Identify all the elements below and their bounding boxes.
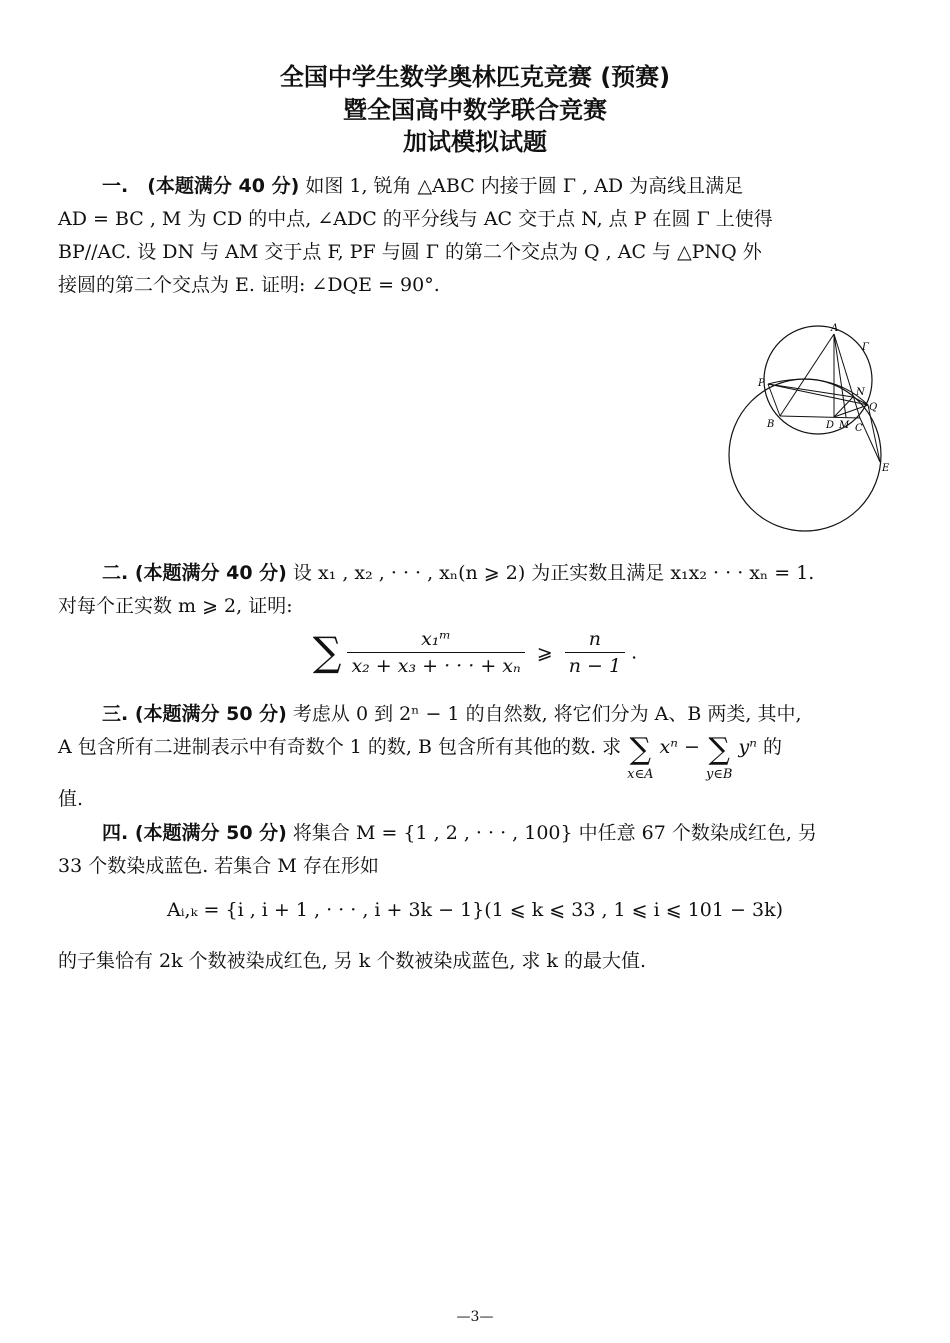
sum-b-index: y∈B — [705, 767, 733, 782]
segment-ac — [834, 334, 860, 418]
problem-3 — [58, 698, 892, 816]
sum-symbol: ∑ — [312, 629, 342, 676]
title-line-1: 全国中学生数学奥林匹克竞赛 (预赛) — [279, 63, 671, 91]
label-gamma: Γ — [862, 342, 869, 353]
problem-1 — [58, 170, 892, 302]
segment-ab — [780, 334, 834, 416]
geometry-figure — [725, 322, 900, 537]
sum-over-b — [705, 732, 733, 782]
term-b: yⁿ — [738, 736, 757, 758]
label-p: P — [758, 378, 765, 389]
segment-am — [834, 334, 846, 417]
lhs-numerator: x₁ᵐ — [347, 628, 524, 653]
label-n: N — [856, 387, 865, 398]
problem-3-line-2 — [58, 731, 892, 783]
problem-3-text-4: 值. — [58, 788, 84, 810]
problem-4-text-1: 将集合 M = {1 , 2 , · · · , 100} 中任意 67 个数染成红色, 另 — [292, 822, 817, 844]
problem-4-line-1 — [58, 817, 892, 850]
label-e: E — [882, 463, 890, 474]
geq-sign: ⩾ — [536, 641, 553, 664]
segment-bc — [780, 416, 860, 418]
title-line-2: 暨全国高中数学联合竞赛 — [343, 96, 607, 124]
problem-3-line-1 — [58, 698, 892, 731]
problem-3-heading: 三. (本题满分 50 分) — [102, 703, 287, 725]
sum-a-symbol: ∑ — [629, 732, 652, 767]
lhs-denominator: x₂ + x₃ + · · · + xₙ — [351, 655, 521, 677]
problem-4-formula: Aᵢ,ₖ = {i , i + 1 , · · · , i + 3k − 1}(1 ⩽ k ⩽ 33 , 1 ⩽ i ⩽ 101 − 3k) — [167, 899, 783, 921]
inequality-period: . — [631, 641, 638, 664]
term-a: xⁿ − — [659, 736, 700, 758]
label-d: D — [826, 420, 835, 431]
sum-a-index: x∈A — [627, 767, 654, 782]
title-line-3: 加试模拟试题 — [403, 128, 547, 156]
label-q: Q — [869, 402, 878, 413]
problem-4-text-3: 的子集恰有 2k 个数被染成红色, 另 k 个数被染成蓝色, 求 k 的最大值. — [58, 950, 647, 972]
problem-2 — [58, 557, 892, 623]
problem-3-text-3: 的 — [763, 736, 783, 758]
label-m: M — [839, 420, 850, 431]
label-a: A — [831, 323, 839, 334]
problem-1-text-4: 接圆的第二个交点为 E. 证明: ∠DQE = 90°. — [58, 274, 440, 296]
problem-2-text-1: 设 x₁ , x₂ , · · · , xₙ(n ⩾ 2) 为正实数且满足 x₁x₂ · · · xₙ = 1. — [292, 562, 815, 584]
problem-1-heading: 一. (本题满分 40 分) — [102, 175, 300, 197]
problem-4-heading: 四. (本题满分 50 分) — [102, 822, 287, 844]
lhs-fraction — [347, 628, 524, 677]
problem-1-line-1 — [58, 170, 892, 203]
problem-4-text-2: 33 个数染成蓝色. 若集合 M 存在形如 — [58, 855, 379, 877]
rhs-numerator: n — [565, 628, 625, 653]
problem-3-text-2: A 包含所有二进制表示中有奇数个 1 的数, B 包含所有其他的数. 求 — [58, 736, 622, 758]
problem-2-inequality — [0, 628, 950, 677]
problem-3-text-1: 考虑从 0 到 2ⁿ − 1 的自然数, 将它们分为 A、B 两类, 其中, — [292, 703, 802, 725]
label-c: C — [855, 423, 863, 434]
sum-over-a — [627, 732, 654, 782]
circle-pnq — [729, 379, 881, 531]
problem-2-text-2: 对每个正实数 m ⩾ 2, 证明: — [58, 595, 293, 617]
problem-2-heading: 二. (本题满分 40 分) — [102, 562, 287, 584]
label-b: B — [767, 419, 775, 430]
problem-2-line-1 — [58, 557, 892, 590]
page-number: —3— — [456, 1309, 494, 1325]
problem-4 — [58, 817, 892, 883]
rhs-denominator: n − 1 — [568, 655, 622, 677]
problem-1-text-1: 如图 1, 锐角 △ABC 内接于圆 Γ , AD 为高线且满足 — [305, 175, 744, 197]
sum-b-symbol: ∑ — [708, 732, 730, 767]
rhs-fraction — [565, 628, 625, 677]
segment-ce — [860, 418, 880, 462]
problem-1-text-2: AD = BC , M 为 CD 的中点, ∠ADC 的平分线与 AC 交于点 N, 点 P 在圆 Γ 上使得 — [58, 208, 773, 230]
problem-1-text-3: BP//AC. 设 DN 与 AM 交于点 F, PF 与圆 Γ 的第二个交点为 Q , AC 与 △PNQ 外 — [58, 241, 762, 263]
